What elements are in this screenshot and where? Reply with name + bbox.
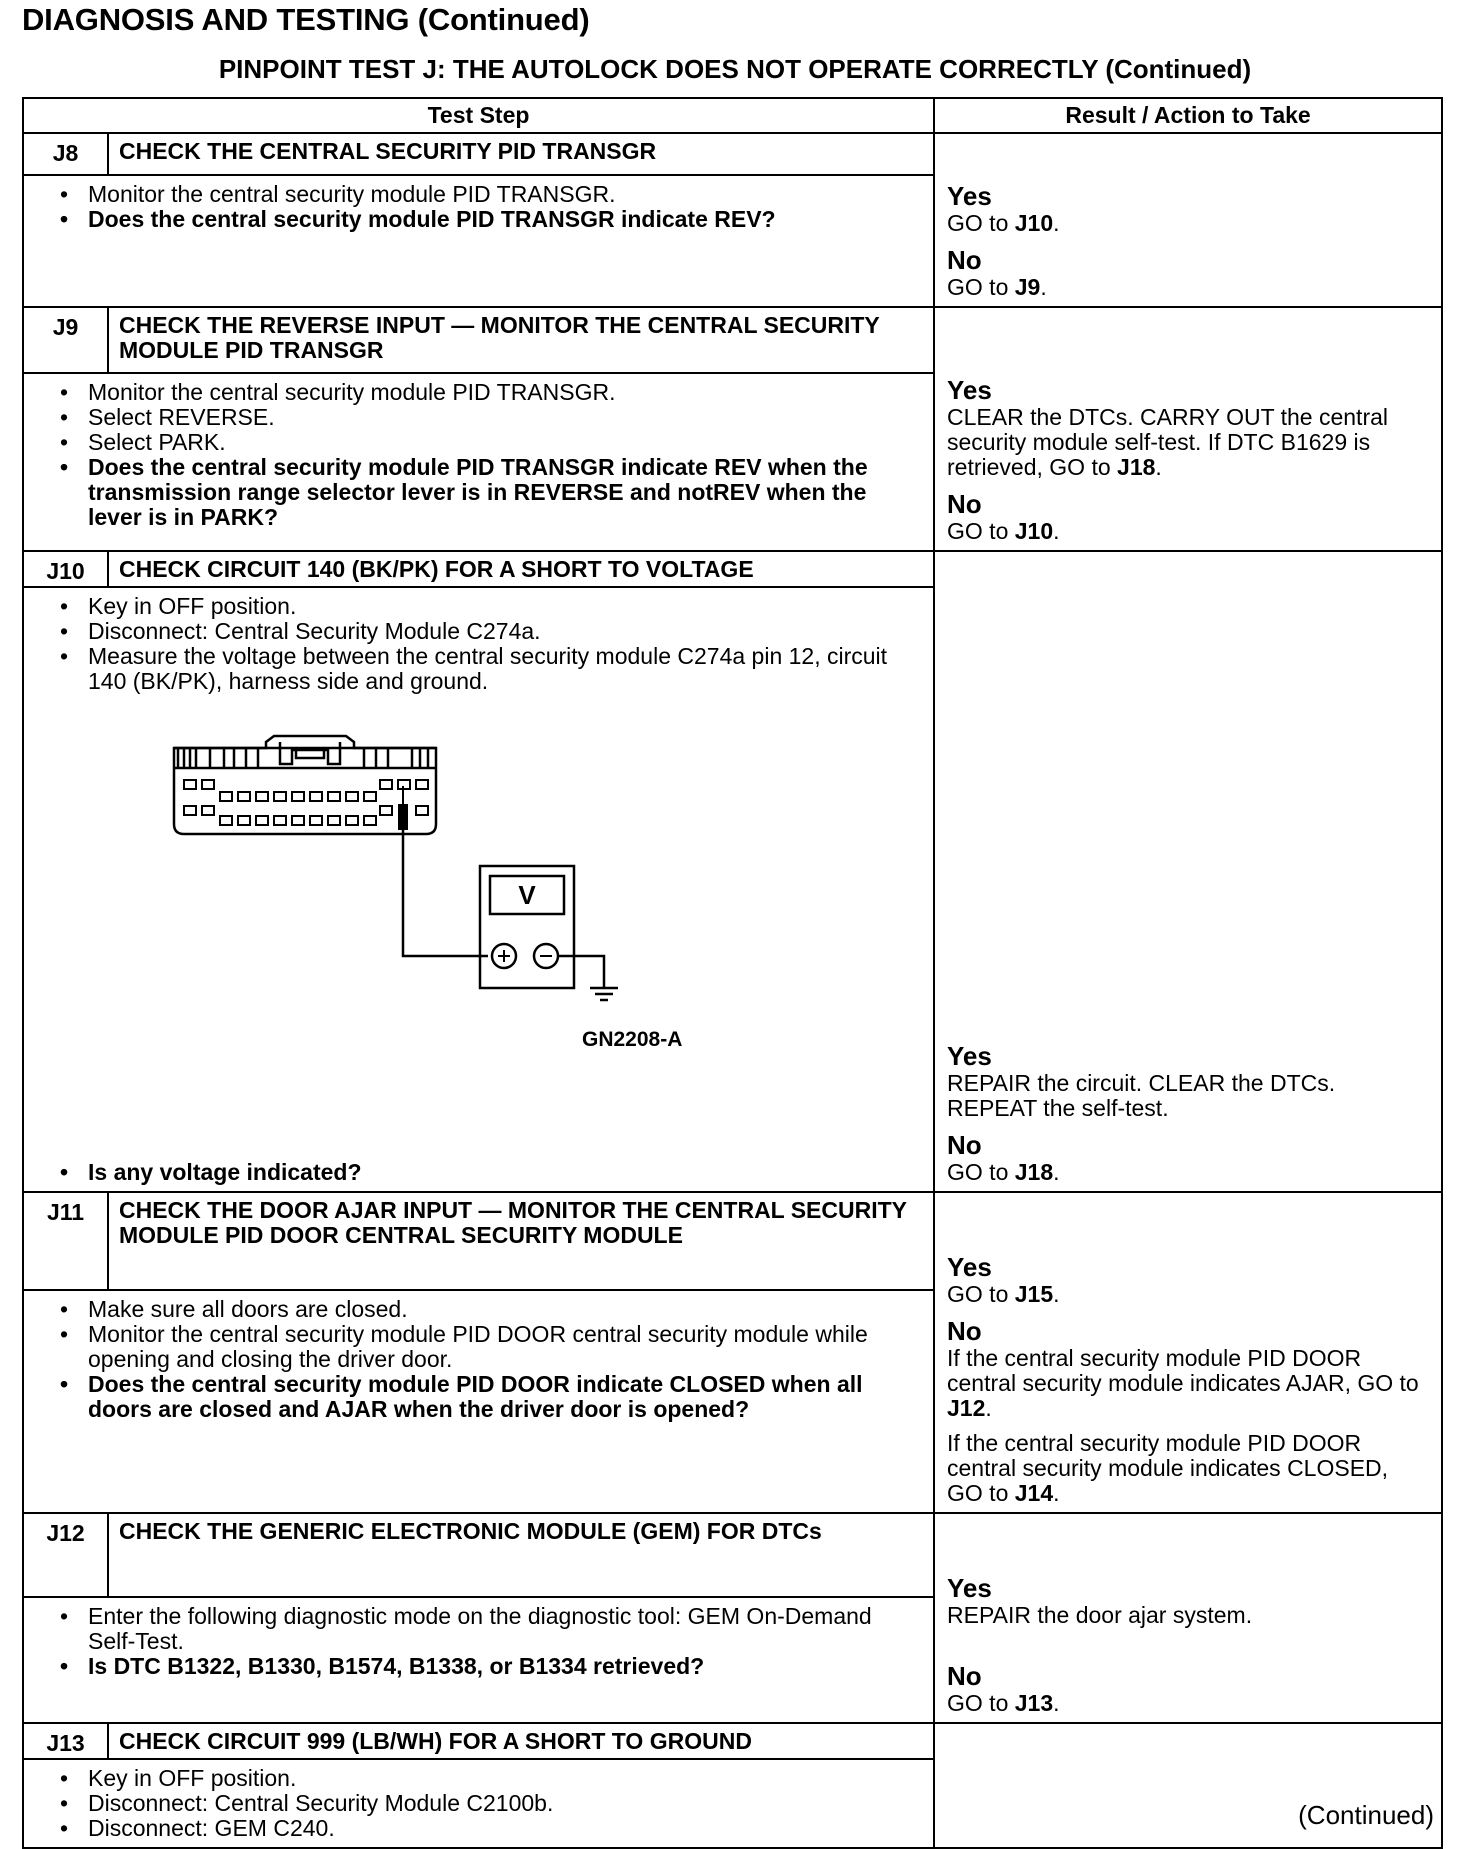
yes-label: Yes — [947, 181, 992, 211]
yes-label: Yes — [947, 1573, 992, 1603]
list-item: • Disconnect: Central Security Module C274a. — [60, 619, 923, 644]
step-row-j8 — [23, 133, 1442, 175]
list-item: • Monitor the central security module PID DOOR central security module while opening and closing the driver door. — [60, 1322, 923, 1372]
step-row-j11 — [23, 1192, 1442, 1290]
pinpoint-test-table — [22, 97, 1443, 1849]
step-question: • Does the central security module PID TRANSGR indicate REV when the transmission range selector lever is in REVERSE and notREV when the lever is in PARK? — [60, 455, 923, 530]
yes-label: Yes — [947, 1252, 992, 1282]
step-body — [23, 1290, 934, 1513]
step-question: • Is any voltage indicated? — [60, 1160, 923, 1185]
step-question: • Does the central security module PID DOOR indicate CLOSED when all doors are closed and AJAR when the driver door is opened? — [60, 1372, 923, 1422]
step-row-j9 — [23, 307, 1442, 373]
no-action-closed: If the central security module PID DOOR central security module indicates CLOSED, GO to J14. — [947, 1430, 1389, 1506]
list-item: • Key in OFF position. — [60, 594, 923, 619]
figure-id: GN2208-A — [582, 1028, 683, 1051]
list-item: • Select PARK. — [60, 430, 923, 455]
step-id: J10 — [23, 551, 108, 587]
step-id: J13 — [23, 1723, 108, 1759]
list-item: • Enter the following diagnostic mode on the diagnostic tool: GEM On-Demand Self-Test. — [60, 1604, 923, 1654]
list-item: • Make sure all doors are closed. — [60, 1297, 923, 1322]
list-item: • Key in OFF position. — [60, 1766, 923, 1791]
step-body — [23, 373, 934, 551]
step-heading: CHECK THE DOOR AJAR INPUT — MONITOR THE CENTRAL SECURITY MODULE PID DOOR CENTRAL SECURITY MODULE — [108, 1192, 934, 1290]
meter-display-label: V — [518, 880, 536, 910]
yes-action: REPAIR the door ajar system. — [947, 1602, 1253, 1628]
test-probe — [398, 786, 408, 830]
list-item: • Monitor the central security module PID TRANSGR. — [60, 182, 923, 207]
list-item: • Monitor the central security module PID TRANSGR. — [60, 380, 923, 405]
step-body — [23, 1759, 934, 1848]
yes-action: CLEAR the DTCs. CARRY OUT the central security module self-test. If DTC B1629 is retrieved, GO to J18. — [947, 404, 1389, 480]
no-label: No — [947, 1316, 982, 1346]
step-heading: CHECK CIRCUIT 999 (LB/WH) FOR A SHORT TO GROUND — [108, 1723, 934, 1759]
no-action: GO to J10. — [947, 518, 1060, 544]
no-label: No — [947, 489, 982, 519]
no-label: No — [947, 1661, 982, 1691]
no-label: No — [947, 245, 982, 275]
list-item: • Select REVERSE. — [60, 405, 923, 430]
step-id: J9 — [23, 307, 108, 373]
yes-action: REPAIR the circuit. CLEAR the DTCs. REPEAT the self-test. — [947, 1070, 1336, 1121]
step-result — [934, 133, 1442, 307]
page-title: DIAGNOSIS AND TESTING (Continued) — [22, 2, 590, 37]
list-item: • Disconnect: Central Security Module C2100b. — [60, 1791, 923, 1816]
no-action-ajar: If the central security module PID DOOR central security module indicates AJAR, GO to J12. — [947, 1345, 1419, 1421]
positive-lead-wire — [403, 830, 488, 956]
no-action: GO to J9. — [947, 274, 1047, 300]
step-row-j10 — [23, 551, 1442, 587]
step-result — [934, 1513, 1442, 1723]
connector-voltage-diagram — [34, 706, 734, 1166]
step-result — [934, 551, 1442, 1192]
step-heading: CHECK THE CENTRAL SECURITY PID TRANSGR — [108, 133, 934, 175]
yes-action: GO to J15. — [947, 1281, 1060, 1307]
pinpoint-test-title: PINPOINT TEST J: THE AUTOLOCK DOES NOT OPERATE CORRECTLY (Continued) — [218, 54, 1252, 84]
col-test-step-header: Test Step — [23, 98, 934, 133]
connector-pins — [184, 780, 428, 825]
table-header-row — [23, 98, 1442, 133]
step-result — [934, 1192, 1442, 1513]
step-heading: CHECK THE GENERIC ELECTRONIC MODULE (GEM) FOR DTCs — [108, 1513, 934, 1597]
step-heading: CHECK THE REVERSE INPUT — MONITOR THE CENTRAL SECURITY MODULE PID TRANSGR — [108, 307, 934, 373]
step-id: J12 — [23, 1513, 108, 1597]
step-question: • Does the central security module PID TRANSGR indicate REV? — [60, 207, 923, 232]
step-body — [23, 587, 934, 1192]
no-label: No — [947, 1130, 982, 1160]
step-id: J11 — [23, 1192, 108, 1290]
wiring-diagram-svg — [34, 706, 734, 1126]
step-row-j12 — [23, 1513, 1442, 1597]
ground-symbol — [558, 956, 618, 1000]
step-result — [934, 307, 1442, 551]
continued-footer: (Continued) — [1298, 1800, 1434, 1830]
list-item: • Measure the voltage between the central security module C274a pin 12, circuit 140 (BK/PK), harness side and ground. — [60, 644, 923, 694]
yes-action: GO to J10. — [947, 210, 1060, 236]
yes-label: Yes — [947, 375, 992, 405]
no-action: GO to J18. — [947, 1159, 1060, 1185]
step-body — [23, 1597, 934, 1723]
list-item: • Disconnect: GEM C240. — [60, 1816, 923, 1841]
yes-label: Yes — [947, 1041, 992, 1071]
step-row-j13 — [23, 1723, 1442, 1759]
no-action: GO to J13. — [947, 1690, 1060, 1716]
step-heading: CHECK CIRCUIT 140 (BK/PK) FOR A SHORT TO VOLTAGE — [108, 551, 934, 587]
step-body — [23, 175, 934, 307]
col-result-header: Result / Action to Take — [934, 98, 1442, 133]
step-id: J8 — [23, 133, 108, 175]
step-question: • Is DTC B1322, B1330, B1574, B1338, or B1334 retrieved? — [60, 1654, 923, 1679]
